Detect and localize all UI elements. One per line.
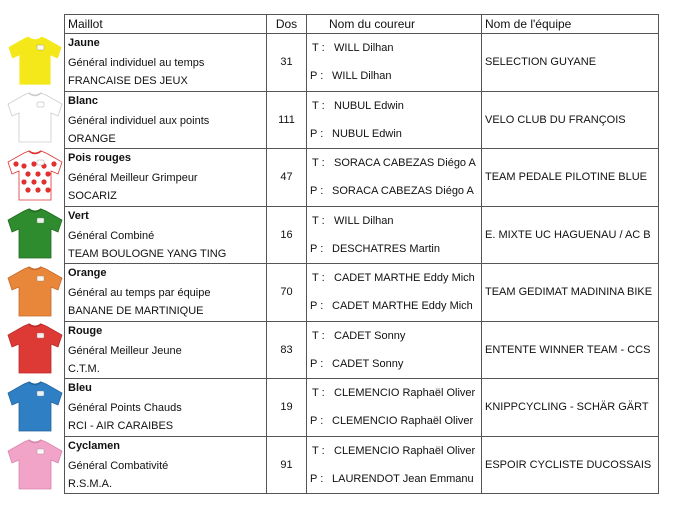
maillot-title: Pois rouges (68, 152, 131, 164)
maillot-classement: Général Points Chauds (68, 402, 182, 414)
jersey-icon (6, 439, 64, 491)
rider-t-name: WILL Dilhan (334, 42, 394, 54)
team-name: TEAM PEDALE PILOTINE BLUE (482, 149, 659, 207)
rider-p (310, 473, 474, 485)
rider-t-label: T : (312, 157, 325, 169)
rider-t-label: T : (312, 387, 325, 399)
rider-p (310, 300, 473, 312)
rider-t-label: T : (312, 272, 325, 284)
maillot-title: Blanc (68, 94, 98, 107)
rider-p-name: DESCHATRES Martin (332, 242, 440, 255)
maillot-classement: Général individuel au temps (68, 57, 205, 69)
rider-t-label: T : (312, 214, 325, 227)
rider-cell (307, 264, 482, 322)
maillot-cell (65, 264, 267, 322)
rider-cell (307, 34, 482, 92)
rider-t (312, 387, 475, 399)
rider-cell (307, 91, 482, 149)
maillot-title: Jaune (68, 37, 100, 49)
table-row (65, 91, 659, 149)
header-maillot: Maillot (65, 15, 267, 34)
rider-p-label: P : (310, 242, 324, 255)
rider-p-label: P : (310, 127, 324, 140)
rider-p-label: P : (310, 472, 324, 485)
rider-p (310, 243, 440, 255)
maillot-cell (65, 436, 267, 494)
dos-number: 91 (267, 436, 307, 494)
rider-p-name: CADET MARTHE Eddy Mich (332, 300, 473, 312)
header-dos: Dos (267, 15, 307, 34)
rider-cell (307, 321, 482, 379)
rider-p-name: CADET Sonny (332, 357, 404, 370)
rider-t-label: T : (312, 42, 325, 54)
rider-t-name: WILL Dilhan (334, 214, 394, 227)
dos-number: 83 (267, 321, 307, 379)
rider-p-label: P : (310, 70, 324, 82)
maillot-sponsor: C.T.M. (68, 362, 100, 375)
rider-p (310, 185, 474, 197)
dos-number: 111 (267, 91, 307, 149)
rider-t (312, 42, 394, 54)
jersey-icon (6, 381, 64, 433)
maillot-cell (65, 34, 267, 92)
dos-number: 47 (267, 149, 307, 207)
rider-p (310, 128, 402, 140)
maillot-title: Vert (68, 209, 89, 222)
rider-cell (307, 206, 482, 264)
rider-t-name: SORACA CABEZAS Diégo A (334, 157, 476, 169)
table-header (65, 15, 659, 34)
jersey-icon (6, 266, 64, 318)
rider-p (310, 70, 392, 82)
maillot-title: Cyclamen (68, 439, 120, 452)
team-name: SELECTION GUYANE (482, 34, 659, 92)
rider-p-label: P : (310, 185, 324, 197)
rider-t-label: T : (312, 99, 325, 112)
maillot-classement: Général Combiné (68, 229, 155, 242)
table-row (65, 436, 659, 494)
rider-p-name: LAURENDOT Jean Emmanu (332, 472, 474, 485)
rider-p-name: NUBUL Edwin (332, 127, 402, 140)
maillot-sponsor: ORANGE (68, 132, 116, 145)
maillot-sponsor: BANANE DE MARTINIQUE (68, 305, 204, 317)
team-name: TEAM GEDIMAT MADININA BIKE (482, 264, 659, 322)
rider-t (312, 100, 404, 112)
jersey-icon (6, 92, 64, 144)
dos-number: 19 (267, 379, 307, 437)
table-row (65, 264, 659, 322)
rider-t (312, 272, 475, 284)
rider-p (310, 415, 473, 427)
rider-p-label: P : (310, 415, 324, 427)
maillot-sponsor: RCI - AIR CARAIBES (68, 420, 174, 432)
table-row (65, 149, 659, 207)
jersey-icon (6, 323, 64, 375)
table-row (65, 34, 659, 92)
maillot-classement: Général Meilleur Grimpeur (68, 172, 198, 184)
dos-number: 31 (267, 34, 307, 92)
team-name: VELO CLUB DU FRANÇOIS (482, 91, 659, 149)
rider-p-label: P : (310, 300, 324, 312)
rider-p-name: CLEMENCIO Raphaël Oliver (332, 415, 474, 427)
table-row (65, 379, 659, 437)
maillot-cell (65, 91, 267, 149)
rider-cell (307, 149, 482, 207)
rider-t (312, 215, 394, 227)
rider-t-name: CLEMENCIO Raphaël Oliver (334, 444, 476, 457)
maillot-classement: Général individuel aux points (68, 114, 210, 127)
table-row (65, 206, 659, 264)
header-nom: Nom du coureur (307, 15, 482, 34)
header-equipe: Nom de l'équipe (482, 15, 659, 34)
jersey-icon (6, 208, 64, 260)
rider-t-label: T : (312, 444, 325, 457)
rider-t-name: NUBUL Edwin (334, 99, 404, 112)
rider-p-name: WILL Dilhan (332, 70, 392, 82)
maillot-sponsor: R.S.M.A. (68, 477, 113, 490)
results-table (64, 14, 659, 494)
maillot-title: Bleu (68, 382, 92, 394)
dos-number: 70 (267, 264, 307, 322)
maillot-sponsor: FRANCAISE DES JEUX (68, 75, 188, 87)
jersey-icon (6, 150, 64, 202)
dos-number: 16 (267, 206, 307, 264)
maillot-title: Orange (68, 267, 107, 279)
maillot-cell (65, 321, 267, 379)
rider-p-name: SORACA CABEZAS Diégo A (332, 185, 474, 197)
team-name: ENTENTE WINNER TEAM - CCS (482, 321, 659, 379)
maillot-classement: Général Combativité (68, 459, 169, 472)
rider-t-label: T : (312, 329, 325, 342)
rider-t (312, 445, 475, 457)
maillot-cell (65, 379, 267, 437)
rider-p-label: P : (310, 357, 324, 370)
team-name: KNIPPCYCLING - SCHÄR GÄRT (482, 379, 659, 437)
rider-cell (307, 379, 482, 437)
rider-t (312, 157, 476, 169)
team-name: ESPOIR CYCLISTE DUCOSSAIS (482, 436, 659, 494)
rider-t (312, 330, 405, 342)
maillot-title: Rouge (68, 324, 103, 337)
rider-p (310, 358, 403, 370)
rider-t-name: CADET Sonny (334, 329, 406, 342)
maillot-sponsor: SOCARIZ (68, 190, 117, 202)
maillot-cell (65, 149, 267, 207)
rider-t-name: CADET MARTHE Eddy Mich (334, 272, 475, 284)
maillot-cell (65, 206, 267, 264)
rider-cell (307, 436, 482, 494)
maillot-classement: Général Meilleur Jeune (68, 344, 182, 357)
maillot-classement: Général au temps par équipe (68, 287, 211, 299)
maillot-sponsor: TEAM BOULOGNE YANG TING (68, 247, 227, 260)
rider-t-name: CLEMENCIO Raphaël Oliver (334, 387, 476, 399)
table-row (65, 321, 659, 379)
team-name: E. MIXTE UC HAGUENAU / AC B (482, 206, 659, 264)
jersey-icon (6, 35, 64, 87)
